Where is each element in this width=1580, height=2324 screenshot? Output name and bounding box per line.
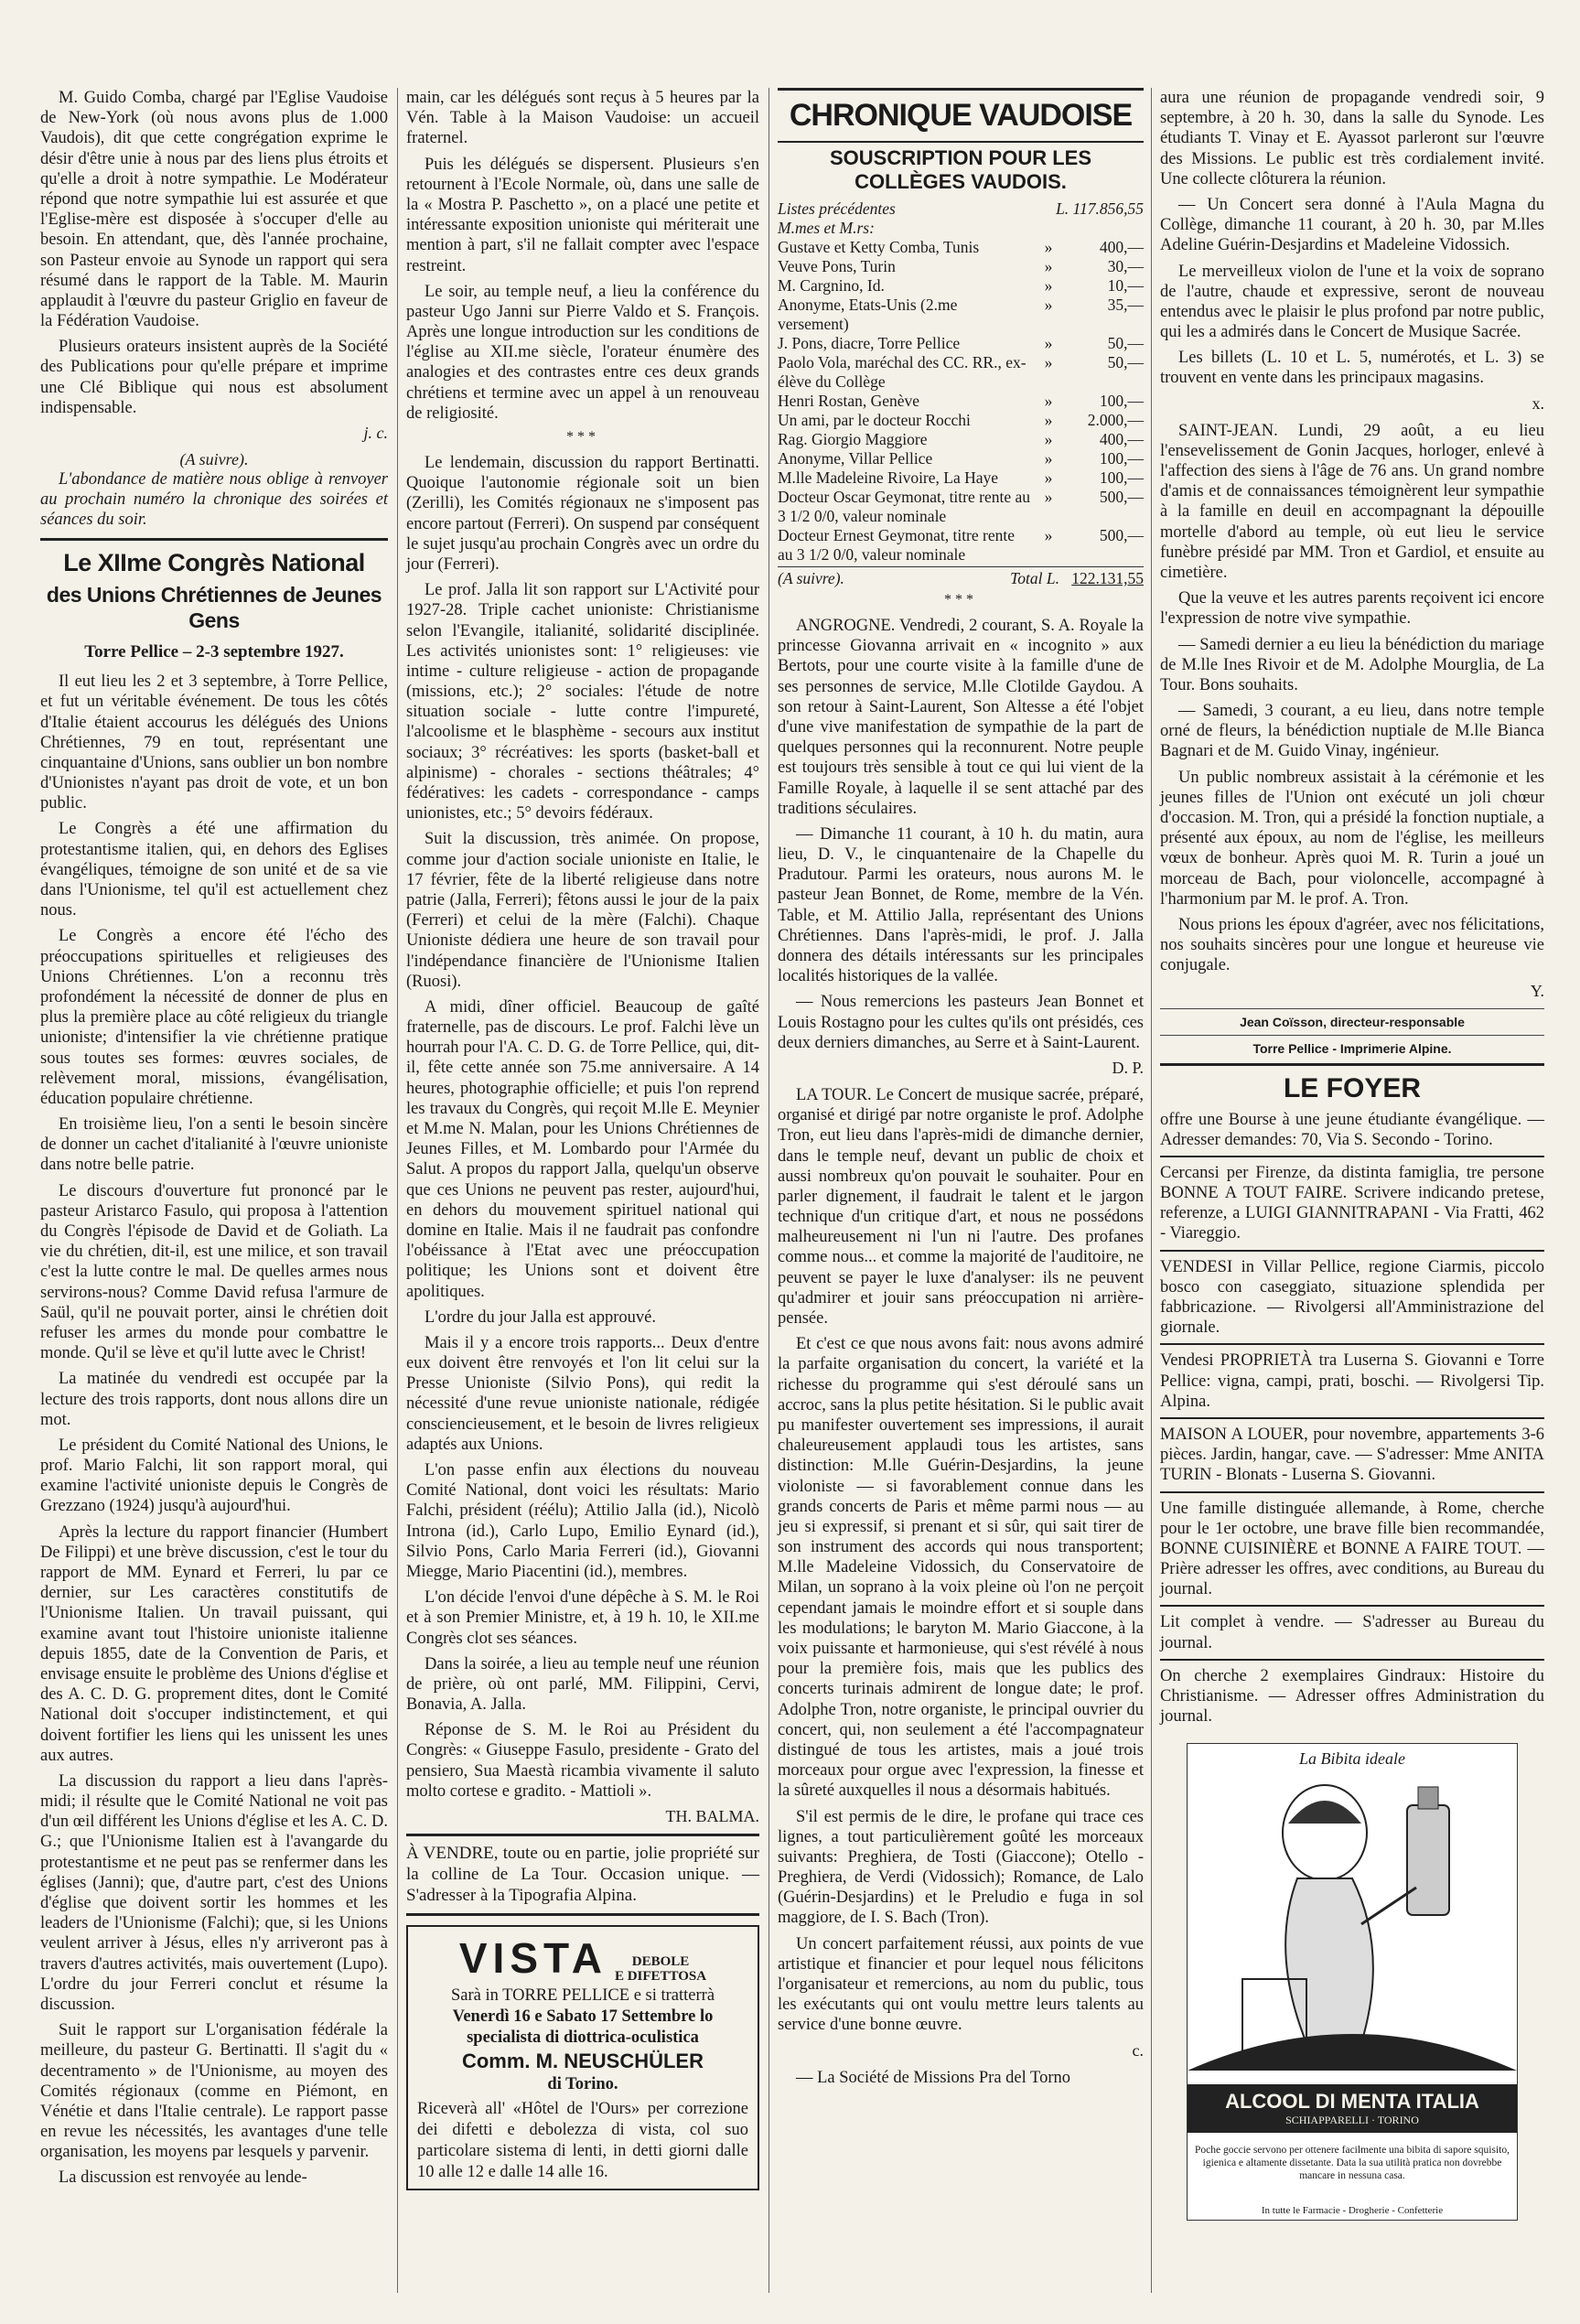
donor-row: [778, 488, 1144, 526]
donor-row: [778, 392, 1144, 411]
divider: [1160, 1008, 1544, 1009]
article-paragraph: Suit le rapport sur L'organisation fédérale la meilleure, du pasteur G. Bertinatti. Il s'agit du « decentramento » de l'Unionisme, au moyen des Comités régionaux (comme en Piémont, en Vénétie et dans l'Italie centrale). Le rapport passe en revue les nécessités, les avantages d'une telle organisation, les moyens par lesquels y parvenir.: [40, 2021, 388, 2162]
ditto-mark: »: [1044, 296, 1053, 314]
article-paragraph: En troisième lieu, l'on a senti le besoin sincère de donner un cachet d'italianité à l'œuvre unioniste dans notre belle patrie.: [40, 1115, 388, 1175]
article-paragraph: Il eut lieu les 2 et 3 septembre, à Torre Pellice, et fut un véritable événement. De tous les côtés d'Italie étaient accourus les délégués des Unions Chrétiennes, 79 en tout, représentant une cinquantaine d'Unions, sans oublier un bon nombre d'Unionistes n'ayant pas droit de vote, et un bon public.: [40, 672, 388, 813]
ditto-mark: »: [1044, 334, 1053, 352]
donor-row: [778, 238, 1144, 257]
to-be-continued: (A suivre).: [179, 450, 249, 468]
column-4: [1160, 88, 1544, 2221]
donor-row: [778, 353, 1144, 392]
vista-line: di Torino.: [547, 2074, 618, 2093]
donor-amount: 500,—: [1099, 526, 1144, 544]
article-paragraph: Le Congrès a encore été l'écho des préoccupations spirituelles et religieuses des Unions Chrétiennes. L'on a reconnu très profondément la nécessité de donner de plus en plus la première place au côté religieux du triangle unioniste; d'intensifier la vie chrétienne pratique sous toutes ses formes: œuvres sociales, de relèvement moral, missions, évangélisation, éducation populaire chrétienne.: [40, 927, 388, 1108]
news-paragraph: — Nous remercions les pasteurs Jean Bonnet et Louis Rostagno pour les cultes qu'ils ont présidés, ces deux derniers dimanches, au Serre et à Saint-Laurent.: [778, 993, 1144, 1052]
news-paragraph: Et c'est ce que nous avons fait: nous avons admiré la parfaite organisation du concert, la variété et la richesse du programme qui s'est déroulé sans un accroc, sans la plus petite hésitation. Si le public avait pu manifester ouvertement ses impressions, il aurait chaleureusement applaudi tous les artistes, sans distinction: M.lle Guérin-Desjardins, la jeune violoniste — si favorablement connue dans les grands concerts de Paris et même parmi nous — au jeu si expressif, si prenant et si sûr, qui sait tirer de son instrument des accords qui nous transportent; M.lle Madeleine Vidossich, du Conservatoire de Milan, un soprano à la voix pleine où l'on ne perçoit cependant jamais le moindre effort et si souple dans les modulations; le baryton M. Mario Giaccone, à la voix puissante et harmonieuse, qui s'est révélé à nous pour la première fois, mais que les publics des concerts turinais admirent de longue date; le prof. Adolphe Tron, notre organiste, le principal ouvrier du concert, qui, non seulement a été l'accompagnateur distingué de tous les artistes, mais a joué trois morceaux pour orgue avec l'expression, la finesse et la sûreté auxquelles il nous a désormais habitués.: [778, 1335, 1144, 1801]
column-2: [406, 88, 759, 2200]
article-paragraph: La discussion du rapport a lieu dans l'après-midi; il résulte que le Comité National ne voit pas d'un œil différent les Unions d'église et les A. C. D. G.; que l'Unionisme Italien est à l'avangarde du protestantisme et ne peut pas se renfermer dans les églises (Janni); que, d'autre part, c'est des Unions d'église que doivent sortir les hommes et les leaders de l'Unionisme (Falchi); que, si les Unions veulent arriver à Jésus, elles n'y arriveront pas à travers d'autres activités, mais ouvertement (Lupo). L'ordre du jour Ferreri conclut et résume la discussion.: [40, 1771, 388, 2014]
ditto-mark: »: [1044, 392, 1053, 410]
vista-doctor: Comm. M. NEUSCHÜLER: [461, 2050, 704, 2073]
donor-amount: 10,—: [1107, 276, 1144, 295]
column-1: [40, 88, 388, 2194]
article-paragraph: Le discours d'ouverture fut prononcé par le pasteur Aristarco Fasulo, qui proposa à l'attention du Congrès l'épisode de David et de Goliath. La vie du chrétien, dit-il, est une milice, et son travail c'est la lutte contre le mal. De quelles armes nous servirons-nous? Comme David refusa l'armure de Saül, qu'il ne pouvait porter, ainsi le chrétien doit refuser les armes du monde pour combattre le monde. Qu'il se lève et qu'il lutte avec le Christ!: [40, 1181, 388, 1363]
ditto-mark: »: [1044, 411, 1053, 429]
article-paragraph: Mais il y a encore trois rapports... Deux d'entre eux doivent être renvoyés et l'on lit celui sur la Presse Unioniste (Silvio Pons), qui redit la nécessité d'une revue unioniste nationale, rédigée consciencieusement, et le besoin de livres religieux adaptés aux Unions.: [406, 1333, 759, 1454]
ditto-mark: »: [1044, 526, 1053, 544]
signature: D. P.: [1112, 1058, 1144, 1077]
donor-row: [778, 411, 1144, 430]
section-stars: ***: [566, 429, 599, 445]
poster-maker: SCHIAPPARELLI · TORINO: [1285, 2114, 1419, 2127]
ad-a-vendre: À VENDRE, toute ou en partie, jolie propriété sur la colline de La Tour. Occasion unique. — S'adresser à la Tipografia Alpina.: [406, 1844, 759, 1905]
news-paragraph: ANGROGNE. Vendredi, 2 courant, S. A. Royale la princesse Giovanna arrivait en « incognito » aux Bertots, pour une courte visite à la famille d'une de ses personnes de service, M.lle Clotilde Gaydou. A son retour à Saint-Laurent, Son Altesse a été l'objet d'une vive manifestation de sympathie de la part de quelques personnes qui la reconnurent. Notre peuple est toujours très sensible à tout ce qui lui vient de la Famille Royale, à laquelle il se sent attaché par des traditions séculaires.: [778, 617, 1144, 818]
news-paragraph: Que la veuve et les autres parents reçoivent ici encore l'expression de notre vive sympathie.: [1160, 589, 1544, 629]
donor-name: Gustave et Ketty Comba, Tunis: [778, 238, 980, 256]
donor-previous-label: Listes précédentes: [778, 199, 896, 218]
classified-ad: Vendesi PROPRIETÀ tra Luserna S. Giovanni e Torre Pellice: vigna, campi, prati, boschi. — Rivolgersi Tip. Alpina.: [1160, 1345, 1544, 1419]
article-paragraph: Le président du Comité National des Unions, le prof. Mario Falchi, lit son rapport moral, qui examine l'activité unioniste depuis le Congrès de Grezzano (1924) jusqu'à aujourd'hui.: [40, 1436, 388, 1516]
vista-side-1: DEBOLE: [631, 1953, 690, 1969]
divider: [1160, 1063, 1544, 1066]
news-paragraph: Un concert parfaitement réussi, aux points de vue artistique et financier et pour lequel nous félicitons l'organisateur et remercions, au nom du public, tous les exécutants qui ont voulu mettre leurs talents au service d'une bonne œuvre.: [778, 1934, 1144, 2035]
article-paragraph: Suit la discussion, très animée. On propose, comme jour d'action sociale unioniste en Italie, le 17 février, fête de la liberté religieuse dans notre patrie (Jalla, Ferreri); fêtons aussi le jour de la paix (Ferreri) et celui de la mère (Falchi). Chaque Unioniste dédiera une heure de son travail pour l'indépendance financière de l'Unionisme Italien (Ruosi).: [406, 830, 759, 991]
article-paragraph: A midi, dîner officiel. Beaucoup de gaîté fraternelle, pas de discours. Le prof. Falchi lève un hourrah pour l'A. C. D. G. de Torre Pellice, qui, dit-il, fête cette année son 75.me anniversaire. A 14 heures, photographie officielle; et puis l'on reprend les travaux du Congrès, qui reçoit M.lle E. Meynier et M.me N. Malan, pour les Unions Chrétiennes de Jeunes Filles, et M. Lombardo pour l'Armée du Salut. A propos du rapport Jalla, quelqu'un observe que ces Unions ne peuvent pas rester, aujourd'hui, en dehors du mouvement spirituel national qui domine en Italie. Mais il ne faudrait pas confondre l'obéissance à l'Etat avec une préoccupation politique; les Unions sont et doivent être apolitiques.: [406, 997, 759, 1301]
synod-paragraph: M. Guido Comba, chargé par l'Eglise Vaudoise de New-York (où nous avons plus de 1.000 Vaudois), dit que cette congrégation exprime le désir d'être unie à nous par des liens plus étroits et qu'elle a droit à notre sympathie. Le Modérateur répond que notre sympathie lui est assurée et que l'Eglise-mère est disposée à s'occuper d'elle au besoin. En attendant, que, dès l'année prochaine, son Pasteur envoie au Synode un rapport qui sera résumé dans le rapport de la Table. M. Maurin applaudit à l'œuvre du pasteur Griglio en faveur de la Fédération Vaudoise.: [40, 89, 388, 331]
article-paragraph: Puis les délégués se dispersent. Plusieurs s'en retournent à l'Ecole Normale, où, dans une salle de la « Mostra P. Paschetto », on a placé une petite et intéressante exposition unioniste qui mériterait une mention à part, s'il ne fallait compter avec l'espace restreint.: [406, 155, 759, 275]
article-paragraph: Le Congrès a été une affirmation du protestantisme italien, qui, en dehors des Eglises évangéliques, témoigne de son unité et de sa vie dans l'Unionisme, tel qu'il est actuellement chez nous.: [40, 820, 388, 920]
donor-name: J. Pons, diacre, Torre Pellice: [778, 334, 961, 352]
donor-name: Rag. Giorgio Maggiore: [778, 430, 928, 448]
donor-name: Docteur Ernest Geymonat, titre rente au 3 1/2 0/0, valeur nominale: [778, 526, 1015, 564]
article-paragraph: La discussion est renvoyée au lende-: [59, 2168, 307, 2188]
donor-row: [778, 430, 1144, 449]
vista-line: Sarà in TORRE PELLICE e si tratterrà: [450, 1985, 715, 2005]
news-paragraph: — Samedi, 3 courant, a eu lieu, dans notre temple orné de fleurs, la bénédiction nuptiale de M.lle Bianca Bagnari et de M. Guido Vinay, ingénieur.: [1160, 702, 1544, 761]
news-paragraph: — Dimanche 11 courant, à 10 h. du matin, aura lieu, D. V., le cinquantenaire de la Chapelle du Pradutour. Parmi les orateurs, nous aurons M. le pasteur Jean Bonnet, de Rome, membre de la Vén. Table, et M. Attilio Jalla, représentant des Unions Chrétiennes. Dans l'après-midi, le prof. J. Jalla donnera des détails intéressants sur les principales localités historiques de la vallée.: [778, 824, 1144, 986]
donor-amount: 500,—: [1099, 488, 1144, 506]
donor-amount: 50,—: [1107, 353, 1144, 371]
ditto-mark: »: [1044, 276, 1053, 295]
signature: j. c.: [363, 424, 388, 442]
donor-name: Anonyme, Etats-Unis (2.me versement): [778, 296, 958, 333]
ditto-mark: »: [1044, 257, 1053, 275]
total-label: Total L.: [1010, 569, 1059, 587]
donor-row: [778, 334, 1144, 353]
column-rule: [1151, 88, 1152, 2293]
donor-suivre: (A suivre).: [778, 569, 844, 587]
donor-header: M.mes et M.rs:: [778, 219, 875, 237]
donor-amount: 2.000,—: [1087, 411, 1144, 429]
classified-ad: Une famille distinguée allemande, à Rome, cherche pour le 1er octobre, une brave fille bien recommandée, BONNE CUISINIÈRE et BONNE A FAIRE TOUT. — Prière adresser les offres, avec conditions, au Bureau du journal.: [1160, 1493, 1544, 1608]
article-headline-sub: des Unions Chrétiennes de Jeunes Gens: [46, 582, 382, 632]
news-paragraph: Le merveilleux violon de l'une et la voix de soprano de l'autre, chaude et expressive, seront de nouveau entendus avec le plaisir le plus profond par notre public, qui les a admirés dans le Concert de Musique Sacrée.: [1160, 262, 1544, 342]
donor-amount: 35,—: [1107, 296, 1144, 314]
ditto-mark: »: [1044, 353, 1053, 371]
classified-ad: Lit complet à vendre. — S'adresser au Bureau du journal.: [1160, 1607, 1544, 1660]
donor-amount: 30,—: [1107, 257, 1144, 275]
total-amount: 122.131,55: [1071, 569, 1144, 587]
poster-brand: ALCOOL DI MENTA ITALIA: [1225, 2090, 1479, 2114]
news-paragraph: — La Société de Missions Pra del Torno: [796, 2068, 1070, 2087]
donor-amount: 50,—: [1107, 334, 1144, 352]
imprint-director: Jean Coïsson, directeur-responsable: [1240, 1014, 1465, 1029]
poster-top-text: La Bibita ideale: [1299, 1749, 1405, 1769]
news-paragraph: — Samedi dernier a eu lieu la bénédiction du mariage de M.lle Ines Rivoir et de M. Adolphe Mourglia, de La Tour. Bons souhaits.: [1160, 635, 1544, 694]
divider: [778, 88, 1144, 91]
vista-side-2: E DIFETTOSA: [614, 1969, 707, 1985]
donor-row: [778, 276, 1144, 296]
divider: [40, 538, 388, 541]
donor-name: M.lle Madeleine Rivoire, La Haye: [778, 468, 999, 487]
foyer-title: LE FOYER: [1283, 1072, 1421, 1103]
donor-name: Un ami, par le docteur Rocchi: [778, 411, 971, 429]
donor-amount: 100,—: [1099, 468, 1144, 487]
article-paragraph: Dans la soirée, a lieu au temple neuf une réunion de prière, où ont parlé, MM. Filippini, Cervi, Bonavia, A. Jalla.: [406, 1654, 759, 1715]
article-paragraph: Le lendemain, discussion du rapport Bertinatti. Quoique l'autonomie régionale soit un bien (Zerilli), les Comités régionaux ne s'imposent pas encore partout (Ferreri). On suspend par conséquent le sujet jusqu'au prochain Congrès avec un ordre du jour (Ferreri).: [406, 454, 759, 574]
editorial-note: L'abondance de matière nous oblige à renvoyer au prochain numéro la chronique des soirées et séances du soir.: [40, 470, 388, 530]
article-paragraph: La matinée du vendredi est occupée par la lecture des trois rapports, dont nous allons dire un mot.: [40, 1370, 388, 1429]
article-paragraph: L'on décide l'envoi d'une dépêche à S. M. le Roi et à son Premier Ministre, et, à 19 h. 10, le XII.me Congrès clot ses séances.: [406, 1588, 759, 1648]
donor-name: Henri Rostan, Genève: [778, 392, 920, 410]
menta-italia-poster: [1187, 1743, 1518, 2221]
divider: [1160, 1035, 1544, 1036]
vista-advertisement: [406, 1925, 759, 2190]
dateline: Torre Pellice – 2-3 septembre 1927.: [84, 642, 344, 662]
ditto-mark: »: [1044, 449, 1053, 468]
news-paragraph: LA TOUR. Le Concert de musique sacrée, préparé, organisé et dirigé par notre organiste le prof. Adolphe Tron, eut lieu dans l'après-midi de dimanche dernier, dans le temple neuf, devant un public de choix et aussi nombreux qu'on pouvait le souhaiter. Pour en parler dignement, il faudrait le talent et le jargon technique d'un critique d'art, et nous ne possédons malheureusement ni l'un ni l'autre. Des profanes comme nous... et comme la majorité de l'auditoire, ne peuvent se payer le luxe d'analyser: ils ne peuvent qu'admirer et jouir sans préoccupation ni arrière-pensée.: [778, 1085, 1144, 1328]
article-paragraph: Après la lecture du rapport financier (Humbert De Filippi) et une brève discussion, c'est le tour du rapport de MM. Eynard et Ferreri, lu par ce dernier, sur Les caractères constitutifs de l'Unionisme Italien. Un travail puissant, qui examine avant tout l'histoire unioniste italienne depuis 1855, date de la Convention de Paris, et envisage ensuite le problème des Unions d'église et des A. C. D. G. proprement dites, dont le Comité National doit s'occuper indistinctement, et qui doivent fortifier les liens qui les unissent les unes aux autres.: [40, 1522, 388, 1765]
donor-row: [778, 257, 1144, 276]
donor-name: Anonyme, Villar Pellice: [778, 449, 933, 468]
imprint-printer: Torre Pellice - Imprimerie Alpine.: [1252, 1040, 1452, 1056]
news-paragraph: — Un Concert sera donné à l'Aula Magna du Collège, dimanche 11 courant, à 20 h. 30, par M.lles Adeline Guérin-Desjardins et Madeleine Vidossich.: [1160, 195, 1544, 255]
news-paragraph: S'il est permis de le dire, le profane qui trace ces lignes, a tout particulièrement goûté les morceaux suivants: Preghiera, de Tosti (Giaccone); Otello - Preghiera, de Verdi (Vidossich); Romance, de Lalo (Guérin-Desjardins) et le Preludio e fuga in sol maggiore, de I. S. Bach (Tron).: [778, 1807, 1144, 1928]
donor-row: [778, 468, 1144, 488]
donor-row: [778, 296, 1144, 334]
column-3: [778, 88, 1144, 2093]
donor-name: Paolo Vola, maréchal des CC. RR., ex-élève du Collège: [778, 353, 1026, 391]
donor-amount: 100,—: [1099, 392, 1144, 410]
article-paragraph: main, car les délégués sont reçus à 5 heures par la Vén. Table à la Maison Vaudoise: un accueil fraternel.: [406, 89, 759, 148]
vista-line: Riceverà all' «Hôtel de l'Ours» per correzione dei difetti e debolezza di vista, col suo particolare sistema di lenti, in detti giorni dalle 10 alle 12 e dalle 14 alle 16.: [417, 2099, 748, 2182]
vista-title: VISTA: [458, 1934, 607, 1983]
article-headline: Le XIIme Congrès National: [63, 548, 365, 576]
classified-ad: VENDESI in Villar Pellice, regione Ciarmis, piccolo bosco con caseggiato, situazione splendida per fabbricazione. — Rivolgersi all'Amministrazione del giornale.: [1160, 1252, 1544, 1346]
ditto-mark: »: [1044, 468, 1053, 487]
signature: Y.: [1530, 981, 1544, 1000]
divider: [406, 1834, 759, 1836]
classified-ad: On cherche 2 exemplaires Gindraux: Histoire du Christianisme. — Adresser offres Administration du journal.: [1160, 1666, 1544, 1727]
poster-sale: In tutte le Farmacie - Drogherie - Confetterie: [1261, 2205, 1444, 2217]
subscription-title: SOUSCRIPTION POUR LES COLLÈGES VAUDOIS.: [778, 141, 1144, 194]
synod-paragraph: Plusieurs orateurs insistent auprès de la Société des Publications pour qu'elle prépare et imprime une Clé Biblique qui nous est absolument indispensable.: [40, 338, 388, 417]
article-paragraph: Le prof. Jalla lit son rapport sur L'Activité pour 1927-28. Triple cachet unioniste: Christianisme selon l'Evangile, italianité, solidarité disciplinée. Les activités unionistes sont: 1° religieuses: vie intime - culture religieuse - action de propagande (missions, etc.); 2° sociales: l'étude de notre situation sociale - lutte contre l'impureté, l'alcoolisme et le blasphème - secours aux institut sociaux; 3° récréatives: les sports (basket-ball et alpinisme) - chorales - sections théâtrales; 4° fédératives: les cadets - correspondance - camps unionistes, etc.; 5° devoirs fédéraux.: [406, 581, 759, 823]
article-paragraph: Le soir, au temple neuf, a lieu la conférence du pasteur Ugo Janni sur Pierre Valdo et S. François. Après une longue introduction sur les conditions de l'église au XII.me siècle, l'orateur énumère des analogies et des contrastes entre ces deux grands chrétiens et termine avec un appel à un renouveau de religiosité.: [406, 282, 759, 423]
signature: x.: [1532, 393, 1544, 413]
classified-ad: Cercansi per Firenze, da distinta famiglia, tre persone BONNE A TOUT FAIRE. Scrivere indicando pretese, referenze, a LUIGI GIANNITRAPANI - Via Fratti, 462 - Viareggio.: [1160, 1157, 1544, 1252]
donor-row: [778, 526, 1144, 565]
poster-description: Poche goccie servono per ottenere facilmente una bibita di sapore squisito, igienica e altamente dissetante. Data la sua utilità pratica non dovrebbe mancare in nessuna casa.: [1195, 2145, 1510, 2181]
donor-row: [778, 449, 1144, 468]
article-paragraph: L'ordre du jour Jalla est approuvé.: [425, 1307, 657, 1327]
column-rule: [397, 88, 398, 2293]
ditto-mark: »: [1044, 238, 1053, 256]
news-paragraph: Un public nombreux assistait à la cérémonie et les jeunes filles de l'Union ont exécuté un joli chœur d'occasion. M. Tron, qui a présidé la fonction nuptiale, a présenté aux époux, au nom de l'église, les meilleurs vœux de bonheur. Après quoi M. R. Turin a joué un morceau de Bach, pour violoncelle, accompagné à l'harmonium par M. le prof. A. Tron.: [1160, 768, 1544, 909]
ditto-mark: »: [1044, 430, 1053, 448]
news-paragraph: Les billets (L. 10 et L. 5, numérotés, et L. 3) se trouvent en vente dans les principaux magasins.: [1160, 349, 1544, 388]
classified-ad: MAISON A LOUER, pour novembre, appartements 3-6 pièces. Jardin, hangar, cave. — S'adresser: Mme ANITA TURIN - Blonats - Luserna S. Giovanni.: [1160, 1419, 1544, 1493]
donor-amount: 400,—: [1099, 430, 1144, 448]
news-paragraph: SAINT-JEAN. Lundi, 29 août, a eu lieu l'ensevelissement de Gonin Jacques, horloger, enlevé à l'affection des siens à l'âge de 76 ans. Un grand nombre d'amis et de connaissances témoignèrent leur sympathie à la famille en deuil en accompagnant la dépouille mortelle d'abord au temple, où eut lieu le service funèbre présidé par MM. Tron et Gardiol, et ensuite au cimetière.: [1160, 421, 1544, 582]
vista-line: Venerdì 16 e Sabato 17 Settembre lo: [452, 2007, 714, 2027]
article-paragraph: L'on passe enfin aux élections du nouveau Comité National, dont voici les résultats: Mario Falchi, président (réélu); Attilio Jalla (id.), Nicolò Introna (id.), Carlo Lupo, Emilio Eynard (id.), Silvio Pons, Carlo Maria Ferreri (id.), Giovanni Miegge, Mario Piacentini (id.), membres.: [406, 1461, 759, 1581]
news-paragraph: aura une réunion de propagande vendredi soir, 9 septembre, à 20 h. 30, dans la salle du Synode. Les étudiants T. Vinay et E. Ayassot parleront sur l'œuvre des Missions. Le public est très cordialement invité. Une collecte clôturera la réunion.: [1160, 89, 1544, 188]
section-title: CHRONIQUE VAUDOISE: [789, 98, 1133, 133]
news-paragraph: Nous prions les époux d'agréer, avec nos félicitations, nos souhaits sincères pour une longue et heureuse vie conjugale.: [1160, 915, 1544, 975]
article-paragraph: Réponse de S. M. le Roi au Président du Congrès: « Giuseppe Fasulo, presidente - Grato del pensiero, Sua Maestà ricambia vivamente il saluto molto cortese e gradito. - Mattioli ».: [406, 1721, 759, 1801]
classified-ad: offre une Bourse à une jeune étudiante évangélique. — Adresser demandes: 70, Via S. Secondo - Torino.: [1160, 1104, 1544, 1157]
poster-illustration-icon: [1188, 1769, 1517, 2080]
vista-line: specialista di diottrica-oculistica: [467, 2028, 699, 2048]
signature: c.: [1132, 2040, 1144, 2060]
section-stars: ***: [944, 592, 977, 608]
donor-list: [778, 199, 1144, 588]
donor-amount: 100,—: [1099, 449, 1144, 468]
donor-previous-amount: L. 117.856,55: [1056, 199, 1144, 218]
donor-name: Veuve Pons, Turin: [778, 257, 896, 275]
donor-amount: 400,—: [1099, 238, 1144, 256]
donor-name: M. Cargnino, Id.: [778, 276, 885, 295]
signature: TH. BALMA.: [665, 1807, 759, 1825]
divider: [406, 1913, 759, 1916]
donor-name: Docteur Oscar Geymonat, titre rente au 3 1/2 0/0, valeur nominale: [778, 488, 1030, 525]
ditto-mark: »: [1044, 488, 1053, 506]
